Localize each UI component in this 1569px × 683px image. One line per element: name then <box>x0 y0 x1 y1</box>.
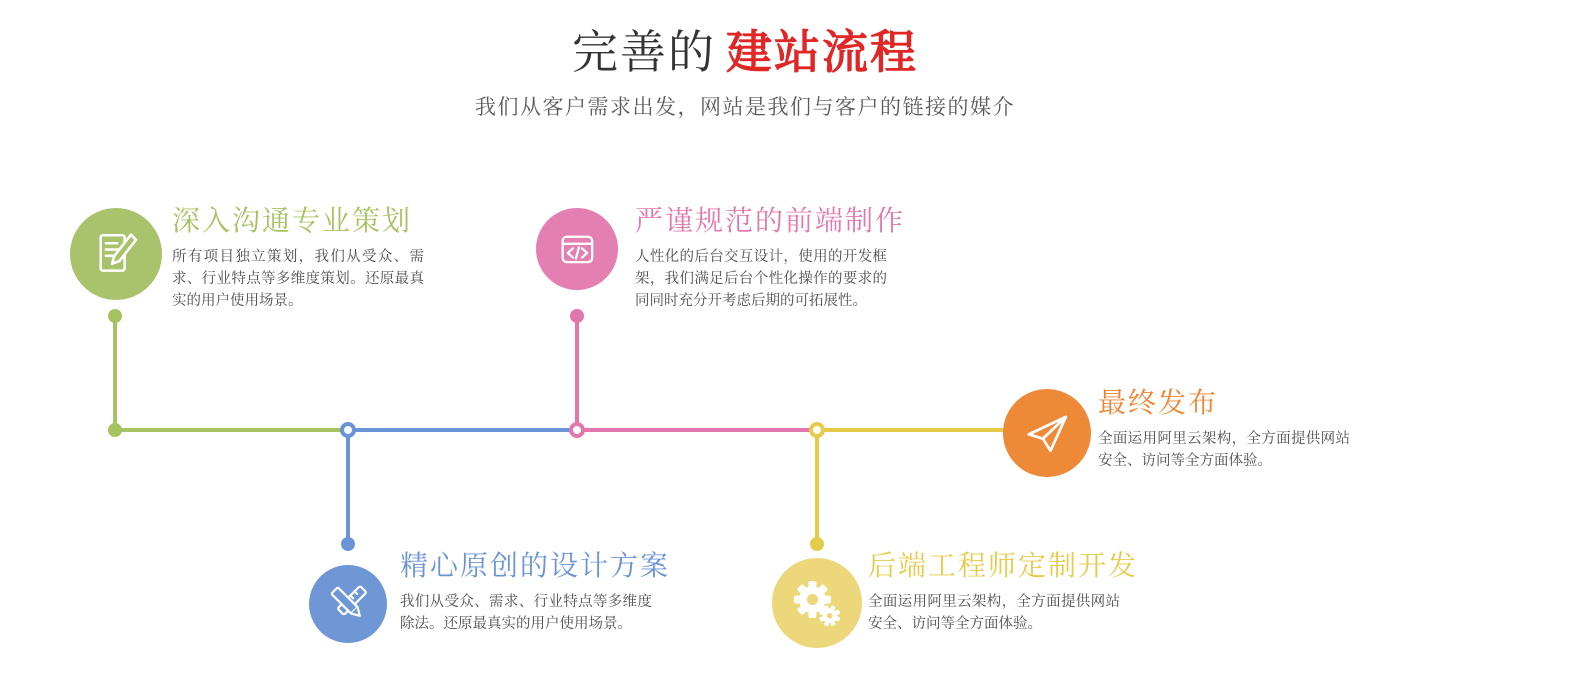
timeline-dot-frontend-top <box>570 309 584 323</box>
step-frontend-title: 严谨规范的前端制作 <box>635 205 906 236</box>
step-backend-description: 全面运用阿里云架构，全方面提供网站安全、访问等全方面体验。 <box>868 594 1120 632</box>
pencil-ruler-icon <box>309 565 387 643</box>
page-subtitle: 我们从客户需求出发，网站是我们与客户的链接的媒介 <box>475 95 1015 119</box>
page-title-red: 建站流程 <box>726 26 918 78</box>
step-design-title: 精心原创的设计方案 <box>400 550 671 581</box>
step-backend-title: 后端工程师定制开发 <box>868 550 1139 581</box>
timeline-dot-planning-corner <box>108 423 122 437</box>
code-window-icon <box>536 208 618 290</box>
step-frontend-description: 人性化的后台交互设计，使用的开发框架，我们满足后台个性化操作的要求的同同时充分开考虑后期的可拓展性。 <box>635 249 887 309</box>
timeline-vertical-planning <box>113 314 117 430</box>
timeline-node-frontend <box>569 422 585 438</box>
timeline-dot-design-bottom <box>341 537 355 551</box>
timeline-vertical-design <box>346 430 350 546</box>
page-title <box>0 26 1490 79</box>
timeline-segment-design <box>348 428 579 432</box>
timeline-segment-planning <box>113 428 350 432</box>
page-title-black: 完善的 <box>572 26 716 78</box>
step-planning-title: 深入沟通专业策划 <box>172 205 413 236</box>
timeline-segment-frontend <box>577 428 819 432</box>
step-launch-description: 全面运用阿里云架构，全方面提供网站安全、访问等全方面体验。 <box>1098 431 1350 469</box>
step-planning-description: 所有项目独立策划，我们从受众、需求、行业特点等多维度策划。还原最真实的用户使用场景。 <box>172 249 424 309</box>
timeline-dot-planning-top <box>108 309 122 323</box>
document-pencil-icon <box>70 208 162 300</box>
section-header <box>0 26 1490 121</box>
timeline-dot-backend-bottom <box>810 537 824 551</box>
timeline-vertical-frontend <box>575 314 579 430</box>
timeline-node-backend <box>809 422 825 438</box>
timeline-node-design <box>340 422 356 438</box>
step-launch-title: 最终发布 <box>1098 387 1219 418</box>
timeline-segment-backend <box>817 428 1009 432</box>
gears-icon <box>772 558 862 648</box>
step-design-description: 我们从受众、需求、行业特点等多维度除法。还原最真实的用户使用场景。 <box>400 594 652 632</box>
paper-plane-icon <box>1003 389 1091 477</box>
timeline-vertical-backend <box>815 430 819 546</box>
